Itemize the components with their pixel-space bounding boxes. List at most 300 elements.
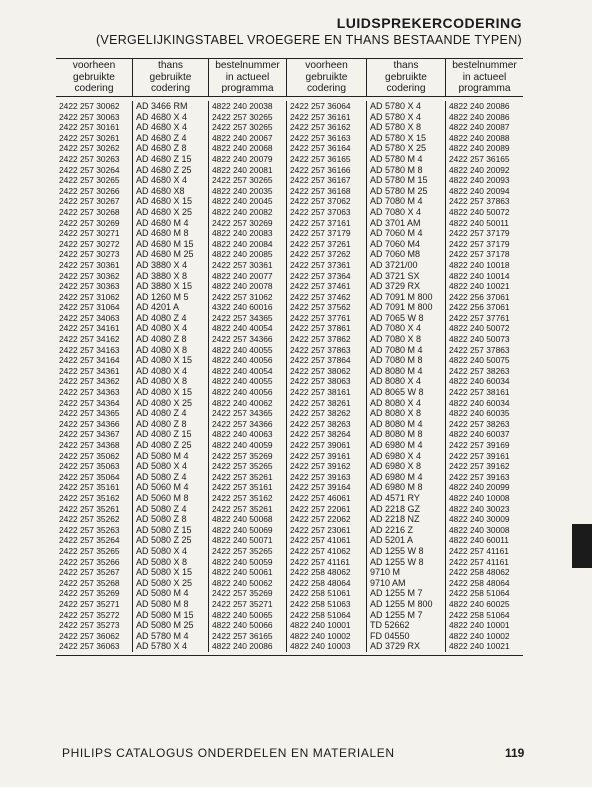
cell-order-number: 2422 257 35265 (208, 461, 286, 472)
cell-old-code: 2422 257 34367 (59, 429, 120, 440)
cell-order-number: 4822 240 20083 (208, 228, 286, 239)
cell-current-code: AD 4080 X 4 (132, 366, 208, 377)
cell-order-number: 4822 240 10018 (445, 260, 523, 271)
cell-current-code: AD 5201 A (366, 535, 445, 546)
cell-current-code: AD 5780 X 15 (366, 133, 445, 144)
cell-old-code: 2422 257 35263 (59, 524, 120, 535)
cell-old-code: 2422 257 37161 (286, 218, 366, 229)
cell-old-code: 2422 257 30063 (59, 111, 120, 122)
cell-order-number: 4822 240 20093 (445, 175, 523, 186)
cell-current-code: AD 3729 RX (366, 281, 445, 292)
column-header-order-number-right: bestelnummer in actueel programma (445, 59, 523, 96)
table-row (56, 334, 523, 345)
table-row (56, 165, 523, 176)
table-row (56, 493, 523, 504)
cell-old-code: 2422 257 37179 (286, 228, 366, 239)
cell-current-code: AD 5080 Z 15 (132, 525, 208, 536)
cell-order-number: 2422 256 37061 (445, 302, 523, 313)
cell-old-code: 2422 257 36168 (286, 186, 366, 197)
table-row (56, 196, 523, 207)
cell-old-code: 2422 258 48064 (286, 578, 366, 589)
cell-old-code: 2422 258 51063 (286, 599, 366, 610)
table-row (56, 292, 523, 303)
cell-order-number: 2422 257 34366 (208, 334, 286, 345)
cell-order-number: 4822 240 50062 (208, 578, 286, 589)
cell-old-code: 2422 257 37462 (286, 292, 366, 303)
cell-order-number: 4822 240 10021 (445, 641, 523, 652)
table-header (56, 59, 523, 97)
cell-order-number: 4822 240 50011 (445, 218, 523, 229)
cell-old-code: 2422 257 37261 (286, 239, 366, 250)
cell-order-number: 4822 240 50075 (445, 355, 523, 366)
cell-old-code: 2422 257 35161 (59, 482, 120, 493)
cell-current-code: AD 5080 M 4 (132, 451, 208, 462)
cell-current-code: AD 5780 X 25 (366, 143, 445, 154)
cell-current-code: AD 4680 Z 8 (132, 143, 208, 154)
cell-old-code: 2422 257 35063 (59, 461, 120, 472)
cell-old-code: 2422 257 37062 (286, 196, 366, 207)
cell-current-code: AD 3880 X 15 (132, 281, 208, 292)
table-body (56, 97, 523, 655)
cell-order-number: 4822 240 50073 (445, 334, 523, 345)
cell-old-code: 2422 257 34366 (59, 418, 120, 429)
cell-old-code: 2422 257 36163 (286, 133, 366, 144)
cell-old-code: 2422 257 35273 (59, 620, 120, 631)
cell-order-number: 4822 240 20084 (208, 239, 286, 250)
table-row (56, 228, 523, 239)
cell-current-code: AD 4201 A (132, 302, 208, 313)
cell-old-code: 2422 257 30363 (59, 281, 120, 292)
column-header-current-code-right: thans gebruikte codering (366, 59, 445, 96)
cell-order-number: 4822 240 20077 (208, 271, 286, 282)
cell-current-code: AD 5080 M 15 (132, 610, 208, 621)
cell-order-number: 2422 258 48064 (445, 578, 523, 589)
cell-old-code: 2422 257 37364 (286, 271, 366, 282)
cell-current-code: AD 7065 W 8 (366, 313, 445, 324)
cell-old-code: 2422 257 37863 (286, 345, 366, 356)
cell-current-code: AD 7091 M 800 (366, 292, 445, 303)
table-row (56, 366, 523, 377)
cell-order-number: 2422 257 35261 (208, 504, 286, 515)
cell-old-code: 2422 257 35262 (59, 514, 120, 525)
table-row (56, 440, 523, 451)
cell-order-number: 2422 257 36165 (445, 154, 523, 165)
cell-order-number: 4822 240 60011 (445, 535, 523, 546)
cell-current-code: AD 5780 M 8 (366, 165, 445, 176)
cell-old-code: 2422 257 39163 (286, 472, 366, 483)
cell-old-code: 2422 257 34164 (59, 355, 120, 366)
cell-order-number: 4822 240 50071 (208, 535, 286, 546)
cell-current-code: AD 5780 M 15 (366, 175, 445, 186)
cell-current-code: AD 5080 Z 4 (132, 504, 208, 515)
cell-order-number: 2422 257 35161 (208, 482, 286, 493)
cell-old-code: 2422 257 35266 (59, 556, 120, 567)
cell-current-code: AD 5060 M 4 (132, 482, 208, 493)
table-row (56, 101, 523, 112)
thumb-index-tab (572, 524, 592, 568)
cell-current-code: AD 5780 X 8 (366, 122, 445, 133)
cell-old-code: 2422 257 36063 (59, 641, 120, 652)
cell-old-code: 2422 257 34363 (59, 387, 120, 398)
cell-current-code: AD 5080 X 15 (132, 567, 208, 578)
table-row (56, 207, 523, 218)
cell-current-code: AD 3721/00 (366, 260, 445, 271)
cell-current-code: AD 1260 M 5 (132, 292, 208, 303)
cell-old-code: 2422 257 35269 (59, 588, 120, 599)
cell-order-number: 4822 240 20085 (208, 249, 286, 260)
cell-order-number: 4822 240 60034 (445, 376, 523, 387)
cell-order-number: 2422 257 34365 (208, 313, 286, 324)
cell-order-number: 2422 257 36165 (208, 631, 286, 642)
cell-old-code: 2422 257 34368 (59, 440, 120, 450)
cell-current-code: AD 5080 M 4 (132, 588, 208, 599)
cell-old-code: 2422 257 30266 (59, 185, 120, 196)
cell-old-code: 2422 257 23061 (286, 525, 366, 536)
cell-current-code: AD 5080 X 4 (132, 546, 208, 557)
column-header-current-code-left: thans gebruikte codering (132, 59, 208, 96)
cell-order-number: 4822 240 20082 (208, 207, 286, 218)
cell-old-code: 2422 257 37262 (286, 249, 366, 260)
cell-order-number: 4822 240 10021 (445, 281, 523, 292)
cell-current-code: AD 7060 M4 (366, 239, 445, 250)
cell-old-code: 2422 257 30264 (59, 164, 120, 175)
cell-order-number: 2422 257 37178 (445, 249, 523, 260)
cell-old-code: 2422 257 30262 (59, 143, 120, 154)
table-row (56, 112, 523, 123)
cell-order-number: 4822 240 20088 (445, 133, 523, 144)
cell-old-code: 2422 257 30263 (59, 153, 120, 164)
cell-current-code: AD 5080 Z 25 (132, 535, 208, 546)
table-row (56, 408, 523, 419)
cell-order-number: 2422 257 38263 (445, 366, 523, 377)
cell-old-code: 2422 257 35271 (59, 598, 120, 609)
cell-old-code: 2422 257 30271 (59, 228, 120, 239)
cell-old-code: 2422 257 38063 (286, 376, 366, 387)
cell-current-code: AD 5780 X 4 (366, 112, 445, 123)
cell-order-number: 4822 240 20087 (445, 122, 523, 133)
cell-old-code: 2422 257 30272 (59, 238, 120, 249)
cell-old-code: 2422 257 30267 (59, 196, 120, 207)
cell-order-number: 4822 240 40055 (208, 376, 286, 387)
cell-order-number: 2422 257 35162 (208, 493, 286, 504)
table-row (56, 239, 523, 250)
table-row (56, 578, 523, 589)
cell-old-code: 2422 257 38264 (286, 429, 366, 440)
cell-order-number: 2422 257 38161 (445, 387, 523, 398)
cell-order-number: 2422 257 30265 (208, 122, 286, 133)
cell-old-code: 2422 257 37761 (286, 313, 366, 324)
table-row (56, 472, 523, 483)
column-header-old-code-left: voorheen gebruikte codering (72, 60, 116, 95)
cell-order-number: 4822 240 50065 (208, 610, 286, 621)
cell-old-code: 2422 257 39061 (286, 440, 366, 451)
table-row (56, 154, 523, 165)
table-row (56, 482, 523, 493)
cell-old-code: 2422 257 34364 (59, 397, 120, 408)
cell-order-number: 4822 240 50061 (208, 567, 286, 578)
cell-current-code: AD 1255 W 8 (366, 557, 445, 568)
cell-current-code: AD 6980 M 8 (366, 482, 445, 493)
cell-old-code: 2422 257 36164 (286, 143, 366, 154)
table-row (56, 398, 523, 409)
cell-order-number: 2422 258 48062 (445, 567, 523, 578)
cell-order-number: 2422 257 37863 (445, 196, 523, 207)
cell-old-code: 2422 257 35265 (59, 545, 120, 556)
cell-old-code: 2422 257 31062 (59, 291, 120, 302)
cell-current-code: AD 1255 W 8 (366, 546, 445, 557)
table-row (56, 557, 523, 568)
table-row (56, 281, 523, 292)
cell-current-code: AD 8080 X 4 (366, 376, 445, 387)
cell-current-code: AD 8080 M 4 (366, 366, 445, 377)
cell-order-number: 2422 257 34366 (208, 419, 286, 430)
table-row (56, 610, 523, 621)
cell-old-code: 2422 257 36166 (286, 165, 366, 176)
cell-order-number: 4822 240 50069 (208, 525, 286, 536)
cell-order-number: 4822 240 50068 (208, 514, 286, 525)
cell-old-code: 2422 257 34162 (59, 334, 120, 345)
cell-order-number: 2422 257 34365 (208, 408, 286, 419)
table-row (56, 504, 523, 515)
cell-order-number: 2422 258 51064 (445, 610, 523, 621)
cell-old-code: 2422 257 30265 (59, 175, 120, 186)
cell-current-code: AD 4080 X 15 (132, 387, 208, 398)
cell-order-number: 4822 240 20045 (208, 196, 286, 207)
cell-old-code: 2422 257 41061 (286, 535, 366, 546)
cell-old-code: 2422 257 46061 (286, 493, 366, 504)
cell-current-code: AD 3701 AM (366, 218, 445, 229)
cell-order-number: 2422 257 39162 (445, 461, 523, 472)
table-row (56, 631, 523, 642)
cell-current-code: AD 4680 M 8 (132, 228, 208, 239)
column-header-order-number-left: bestelnummer in actueel programma (208, 59, 286, 96)
cell-old-code: 2422 257 41161 (286, 557, 366, 568)
cell-order-number: 4822 240 50072 (445, 323, 523, 334)
cell-current-code: AD 4080 X 4 (132, 323, 208, 334)
cell-order-number: 4822 240 20068 (208, 143, 286, 154)
table-row (56, 599, 523, 610)
cell-old-code: 2422 257 30161 (59, 122, 120, 133)
cell-old-code: 2422 257 37461 (286, 281, 366, 292)
cell-order-number: 2422 257 41161 (445, 557, 523, 568)
cell-order-number: 2422 257 35261 (208, 472, 286, 483)
cell-current-code: AD 5080 X 8 (132, 557, 208, 568)
cell-current-code: AD 4080 Z 4 (132, 408, 208, 419)
cell-order-number: 4822 240 40055 (208, 345, 286, 356)
cell-current-code: AD 3880 X 4 (132, 260, 208, 271)
cell-order-number: 2422 257 39169 (445, 440, 523, 451)
cell-old-code: 2422 257 36162 (286, 122, 366, 133)
table-row (56, 514, 523, 525)
cell-old-code: 2422 257 38263 (286, 419, 366, 430)
cell-current-code: AD 7080 M 4 (366, 196, 445, 207)
table-row (56, 323, 523, 334)
cell-order-number: 2422 257 35271 (208, 599, 286, 610)
catalog-footer: PHILIPS CATALOGUS ONDERDELEN EN MATERIALEN (62, 746, 395, 760)
cell-current-code: AD 7091 M 800 (366, 302, 445, 313)
cell-order-number: 4822 240 20099 (445, 482, 523, 493)
cell-old-code: 2422 257 30361 (59, 259, 120, 270)
cell-current-code: AD 3729 RX (366, 641, 445, 652)
cell-current-code: AD 5780 M 4 (366, 154, 445, 165)
cell-current-code: AD 4680 M 4 (132, 218, 208, 229)
cell-current-code: AD 4080 X 8 (132, 376, 208, 387)
cell-current-code: AD 2216 Z (366, 525, 445, 536)
cell-order-number: 4822 240 60034 (445, 398, 523, 409)
table-row (56, 122, 523, 133)
cell-current-code: AD 4680 Z 4 (132, 133, 208, 144)
cell-old-code: 2422 257 37562 (286, 302, 366, 313)
cell-order-number: 4822 240 20094 (445, 186, 523, 197)
cell-order-number: 4822 240 20078 (208, 281, 286, 292)
cell-old-code: 2422 257 36165 (286, 154, 366, 165)
cell-old-code: 2422 257 36064 (286, 101, 366, 112)
cell-old-code: 2422 257 35264 (59, 535, 120, 546)
cell-old-code: 2422 257 34365 (59, 408, 120, 419)
cell-current-code: AD 1255 M 7 (366, 588, 445, 599)
cell-order-number: 4822 240 10014 (445, 271, 523, 282)
cell-current-code: AD 5780 X 4 (132, 641, 208, 652)
cell-order-number: 4822 240 20081 (208, 165, 286, 176)
cell-current-code: AD 6980 M 4 (366, 440, 445, 451)
cell-order-number: 2422 257 38263 (445, 419, 523, 430)
cell-old-code: 2422 257 35064 (59, 471, 120, 482)
table-row (56, 567, 523, 578)
table-row (56, 525, 523, 536)
cell-current-code: AD 2218 GZ (366, 504, 445, 515)
cell-old-code: 2422 257 36167 (286, 175, 366, 186)
cell-order-number: 4822 240 10008 (445, 493, 523, 504)
cell-current-code: AD 3880 X 8 (132, 271, 208, 282)
cell-order-number: 2422 257 39161 (445, 451, 523, 462)
table-row (56, 535, 523, 546)
cell-order-number: 2422 257 30361 (208, 260, 286, 271)
cell-current-code: AD 7080 X 8 (366, 334, 445, 345)
cell-old-code: 2422 257 35261 (59, 503, 120, 514)
cell-old-code: 2422 257 35267 (59, 567, 120, 578)
cell-old-code: 2422 257 31064 (59, 302, 120, 313)
cell-order-number: 2422 257 39163 (445, 472, 523, 483)
cell-current-code: AD 4680 X8 (132, 186, 208, 197)
comparison-table (56, 58, 523, 656)
cell-old-code: 2422 257 34361 (59, 365, 120, 376)
table-row (56, 419, 523, 430)
cell-order-number: 4822 240 20035 (208, 186, 286, 197)
cell-current-code: AD 8080 X 4 (366, 398, 445, 409)
cell-order-number: 4822 240 40062 (208, 398, 286, 409)
cell-order-number: 2422 257 41161 (445, 546, 523, 557)
table-row (56, 271, 523, 282)
cell-current-code: AD 4680 Z 15 (132, 154, 208, 165)
cell-order-number: 4822 240 40056 (208, 387, 286, 398)
cell-current-code: AD 8080 M 4 (366, 419, 445, 430)
cell-order-number: 4822 240 40056 (208, 355, 286, 366)
cell-old-code: 2422 257 38261 (286, 398, 366, 409)
cell-old-code: 2422 257 30261 (59, 132, 120, 143)
cell-order-number: 4822 240 50066 (208, 620, 286, 631)
table-row (56, 376, 523, 387)
cell-current-code: AD 5060 M 8 (132, 493, 208, 504)
cell-old-code: 2422 257 36161 (286, 112, 366, 123)
cell-order-number: 2422 257 35265 (208, 546, 286, 557)
cell-order-number: 2422 257 37863 (445, 345, 523, 356)
cell-current-code: FD 04550 (366, 631, 445, 642)
cell-old-code: 2422 257 37063 (286, 207, 366, 218)
cell-current-code: AD 4680 X 4 (132, 175, 208, 186)
cell-current-code: AD 4680 Z 25 (132, 165, 208, 176)
cell-current-code: AD 6980 M 4 (366, 472, 445, 483)
cell-current-code: AD 5780 X 4 (366, 101, 445, 112)
cell-current-code: AD 5080 M 25 (132, 620, 208, 631)
cell-current-code: AD 4080 Z 25 (132, 440, 208, 451)
cell-current-code: AD 6980 X 4 (366, 451, 445, 462)
cell-current-code: AD 4680 M 15 (132, 239, 208, 250)
cell-order-number: 4822 240 20067 (208, 133, 286, 144)
cell-current-code: 9710 AM (366, 578, 445, 589)
cell-old-code: 2422 257 39164 (286, 482, 366, 493)
cell-old-code: 2422 257 39161 (286, 451, 366, 462)
cell-old-code: 2422 257 37861 (286, 323, 366, 334)
cell-old-code: 2422 257 22061 (286, 504, 366, 515)
cell-order-number: 4822 240 20092 (445, 165, 523, 176)
cell-current-code: AD 7080 M 4 (366, 345, 445, 356)
cell-old-code: 4822 240 10001 (286, 620, 366, 631)
cell-order-number: 4822 240 50072 (445, 207, 523, 218)
cell-current-code: AD 3466 RM (132, 101, 208, 112)
cell-old-code: 4822 240 10002 (286, 631, 366, 642)
cell-current-code: AD 5780 M 25 (366, 186, 445, 197)
cell-order-number: 4822 240 40063 (208, 429, 286, 440)
cell-old-code: 2422 257 30362 (59, 270, 120, 281)
cell-old-code: 2422 257 38161 (286, 387, 366, 398)
cell-old-code: 2422 257 39162 (286, 461, 366, 472)
cell-old-code: 2422 257 41062 (286, 546, 366, 557)
cell-old-code: 2422 257 35268 (59, 577, 120, 588)
cell-order-number: 4822 240 20079 (208, 154, 286, 165)
cell-current-code: AD 7060 M8 (366, 249, 445, 260)
cell-order-number: 2422 257 37179 (445, 228, 523, 239)
cell-current-code: AD 4080 X 25 (132, 398, 208, 409)
cell-old-code: 2422 257 30268 (59, 206, 120, 217)
cell-current-code: 9710 M (366, 567, 445, 578)
cell-current-code: AD 4571 RY (366, 493, 445, 504)
cell-order-number: 2422 258 51064 (445, 588, 523, 599)
cell-order-number: 4822 240 60025 (445, 599, 523, 610)
cell-order-number: 4822 240 50059 (208, 557, 286, 568)
cell-order-number: 2422 257 31062 (208, 292, 286, 303)
cell-current-code: AD 2218 NZ (366, 514, 445, 525)
cell-order-number: 4822 240 30023 (445, 504, 523, 515)
cell-order-number: 4822 240 20089 (445, 143, 523, 154)
cell-old-code: 2422 257 34163 (59, 344, 120, 355)
cell-current-code: AD 8080 M 8 (366, 429, 445, 440)
table-row (56, 133, 523, 144)
table-row (56, 175, 523, 186)
cell-old-code: 2422 257 30269 (59, 217, 120, 228)
cell-current-code: AD 4080 X 8 (132, 345, 208, 356)
cell-order-number: 4822 240 20086 (445, 101, 523, 112)
cell-current-code: AD 7080 M 8 (366, 355, 445, 366)
cell-order-number: 2422 257 30269 (208, 218, 286, 229)
cell-current-code: TD 52662 (366, 620, 445, 631)
cell-current-code: AD 4080 Z 15 (132, 429, 208, 440)
cell-old-code: 2422 257 38262 (286, 408, 366, 419)
cell-current-code: AD 1255 M 7 (366, 610, 445, 621)
table-row (56, 461, 523, 472)
cell-order-number: 4822 240 30009 (445, 514, 523, 525)
cell-current-code: AD 4080 Z 8 (132, 334, 208, 345)
page-number: 119 (505, 746, 525, 760)
